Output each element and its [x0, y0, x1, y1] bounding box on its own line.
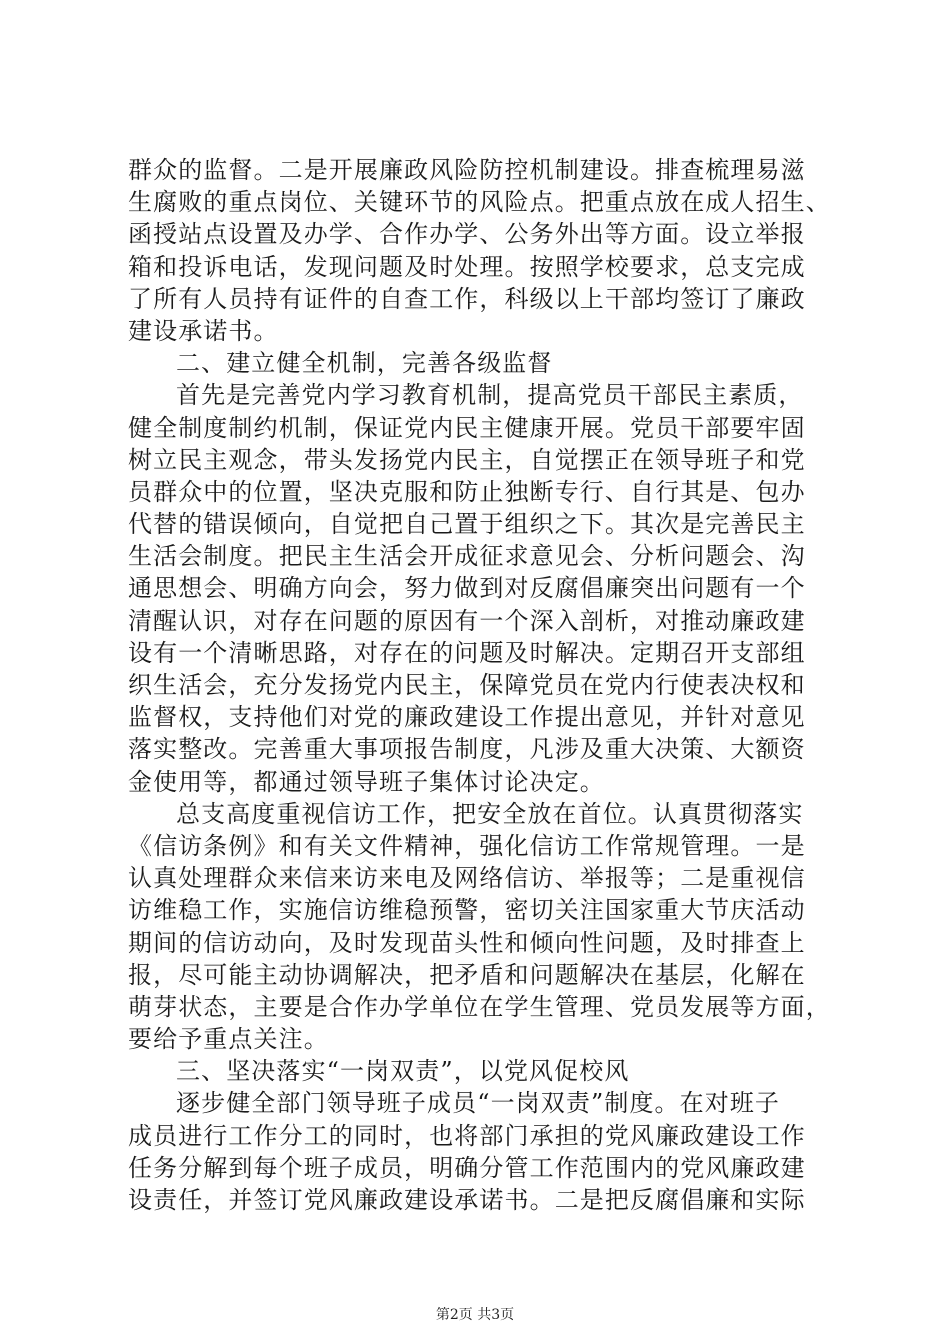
text-line: 生活会制度。把民主生活会开成征求意见会、分析问题会、沟: [128, 542, 806, 571]
text-line: 金使用等，都通过领导班子集体讨论决定。: [128, 767, 605, 796]
text-line: 员群众中的位置，坚决克服和防止独断专行、自行其是、包办: [128, 477, 806, 506]
text-line: 群众的监督。二是开展廉政风险防控机制建设。排查梳理易滋: [128, 156, 806, 184]
text-line: 报，尽可能主动协调解决，把矛盾和问题解决在基层，化解在: [128, 960, 806, 989]
text-line: 清醒认识，对存在问题的原因有一个深入剖析，对推动廉政建: [128, 606, 806, 635]
text-line: 访维稳工作，实施信访维稳预警，密切关注国家重大节庆活动: [128, 896, 806, 925]
text-line: 函授站点设置及办学、合作办学、公务外出等方面。设立举报: [128, 220, 806, 249]
text-line: 任务分解到每个班子成员，明确分管工作范围内的党风廉政建: [128, 1153, 806, 1182]
page-footer: 第2页 共3页: [435, 1307, 515, 1323]
text-line: 首先是完善党内学习教育机制，提高党员干部民主素质，: [176, 381, 804, 410]
text-line: 健全制度制约机制，保证党内民主健康开展。党员干部要牢固: [128, 413, 806, 442]
text-line: 监督权，支持他们对党的廉政建设工作提出意见，并针对意见: [128, 703, 806, 732]
text-line: 认真处理群众来信来访来电及网络信访、举报等；二是重视信: [128, 864, 806, 893]
text-line: 总支高度重视信访工作，把安全放在首位。认真贯彻落实: [176, 799, 804, 828]
text-line: 二、建立健全机制，完善各级监督: [176, 349, 553, 378]
document-body: [128, 154, 831, 1216]
text-line: 期间的信访动向，及时发现苗头性和倾向性问题，及时排查上: [128, 928, 806, 957]
text-line: 三、坚决落实“一岗双责”，以党风促校风: [176, 1057, 630, 1086]
text-line: 萌芽状态，主要是合作办学单位在学生管理、党员发展等方面，: [128, 992, 831, 1021]
text-line: 织生活会，充分发扬党内民主，保障党员在党内行使表决权和: [128, 671, 806, 699]
text-line: 箱和投诉电话，发现问题及时处理。按照学校要求，总支完成: [128, 252, 806, 281]
text-line: 要给予重点关注。: [128, 1025, 329, 1054]
text-line: 代替的错误倾向，自觉把自己置于组织之下。其次是完善民主: [128, 510, 806, 539]
text-line: 了所有人员持有证件的自查工作，科级以上干部均签订了廉政: [128, 284, 806, 313]
text-line: 逐步健全部门领导班子成员“一岗双责”制度。在对班子: [176, 1089, 781, 1118]
text-line: 设有一个清晰思路，对存在的问题及时解决。定期召开支部组: [128, 638, 806, 667]
text-line: 通思想会、明确方向会，努力做到对反腐倡廉突出问题有一个: [128, 574, 806, 603]
text-line: 树立民主观念，带头发扬党内民主，自觉摆正在领导班子和党: [128, 445, 806, 474]
text-line: 建设承诺书。: [128, 316, 279, 345]
text-line: 落实整改。完善重大事项报告制度，凡涉及重大决策、大额资: [128, 735, 806, 764]
text-line: 《信访条例》和有关文件精神，强化信访工作常规管理。一是: [128, 831, 806, 860]
text-line: 成员进行工作分工的同时，也将部门承担的党风廉政建设工作: [128, 1121, 806, 1150]
text-line: 生腐败的重点岗位、关键环节的风险点。把重点放在成人招生、: [128, 188, 831, 217]
text-line: 设责任，并签订党风廉政建设承诺书。二是把反腐倡廉和实际: [128, 1186, 806, 1214]
